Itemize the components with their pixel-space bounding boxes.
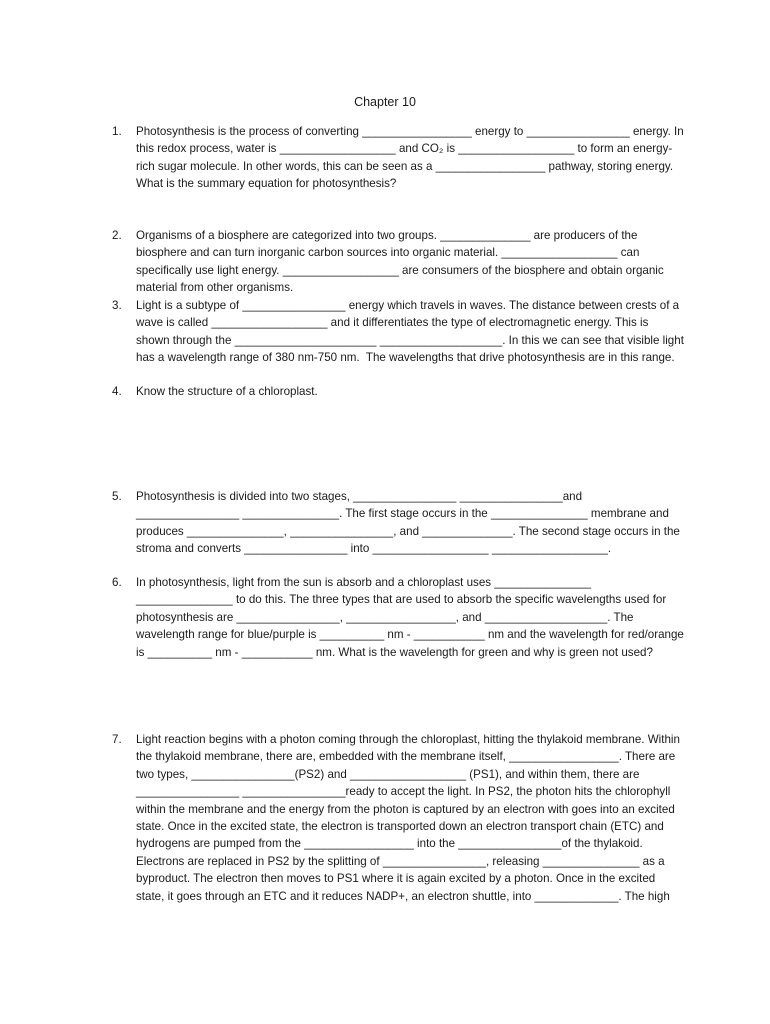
question-3 [112, 297, 688, 367]
question-5 [112, 488, 684, 558]
question-6 [112, 574, 688, 661]
question-4 [112, 383, 684, 400]
question-1 [112, 123, 687, 193]
chapter-title: Chapter 10 [354, 95, 416, 109]
question-text: Light is a subtype of ________________ energy which travels in waves. The distance between crests of a wave is called __________________ and it differentiates the type of electromagnetic energy. This is shown through the ______________________ ___________________. In this we can see that visible light has a wavelength range of 380 nm-750 nm. The wavelengths that drive photosynthesis are in this range. [136, 299, 688, 365]
question-number: 2. [112, 229, 122, 242]
question-text: Light reaction begins with a photon coming through the chloroplast, hitting the thylakoid membrane. Within the thylakoid membrane, there are, embedded with the membrane itself, _________________. There are two types, ________________(PS2) and __________________ (PS1), and within them, there are ________________ ________________ready to accept the light. In PS2, the photon hits the chlorophyll within the membrane and the energy from the photon is captured by an electron with goes into an excited state. Once in the excited state, the electron is transported down an electron transport chain (ETC) and hydrogens are pumped from the _________________ into the ________________of the thylakoid. Electrons are replaced in PS2 by the splitting of ________________, releasing _______________ as a byproduct. The electron then moves to PS1 where it is again excited by a photon. Once in the excited state, it goes through an ETC and it reduces NADP+, an electron shuttle, into _____________. The high [136, 733, 684, 903]
question-text: Know the structure of a chloroplast. [136, 385, 318, 398]
question-number: 4. [112, 385, 122, 398]
question-2 [112, 227, 684, 297]
question-number: 3. [112, 299, 122, 312]
question-text: In photosynthesis, light from the sun is absorb and a chloroplast uses _______________ _______________ to do this. The three types that are used to absorb the specific wavelengths used for photosynthesis are ________________, _________________, and ___________________. The wavelength range for blue/purple is __________ nm - ___________ nm and the wavelength for red/orange is __________ nm - ___________ nm. What is the wavelength for green and why is green not used? [136, 576, 688, 659]
question-number: 7. [112, 733, 122, 746]
question-text: Photosynthesis is divided into two stages, ________________ ________________and ________________ _______________. The first stage occurs in the _______________ membrane and produces _______________, ________________, and ______________. The second stage occurs in the stroma and converts ________________ into __________________ __________________. [136, 490, 684, 556]
question-number: 5. [112, 490, 122, 503]
question-7 [112, 731, 684, 905]
question-text: Organisms of a biosphere are categorized into two groups. ______________ are producers of the biosphere and can turn inorganic carbon sources into organic material. __________________ can specifically use light energy. __________________ are consumers of the biosphere and obtain organic material from other organisms. [136, 229, 667, 295]
question-number: 6. [112, 576, 122, 589]
question-text: Photosynthesis is the process of converting _________________ energy to ________________ energy. In this redox process, water is __________________ and CO₂ is __________________ to form an energy-rich sugar molecule. In other words, this can be seen as a _________________ pathway, storing energy. What is the summary equation for photosynthesis? [136, 125, 687, 191]
question-number: 1. [112, 125, 122, 138]
